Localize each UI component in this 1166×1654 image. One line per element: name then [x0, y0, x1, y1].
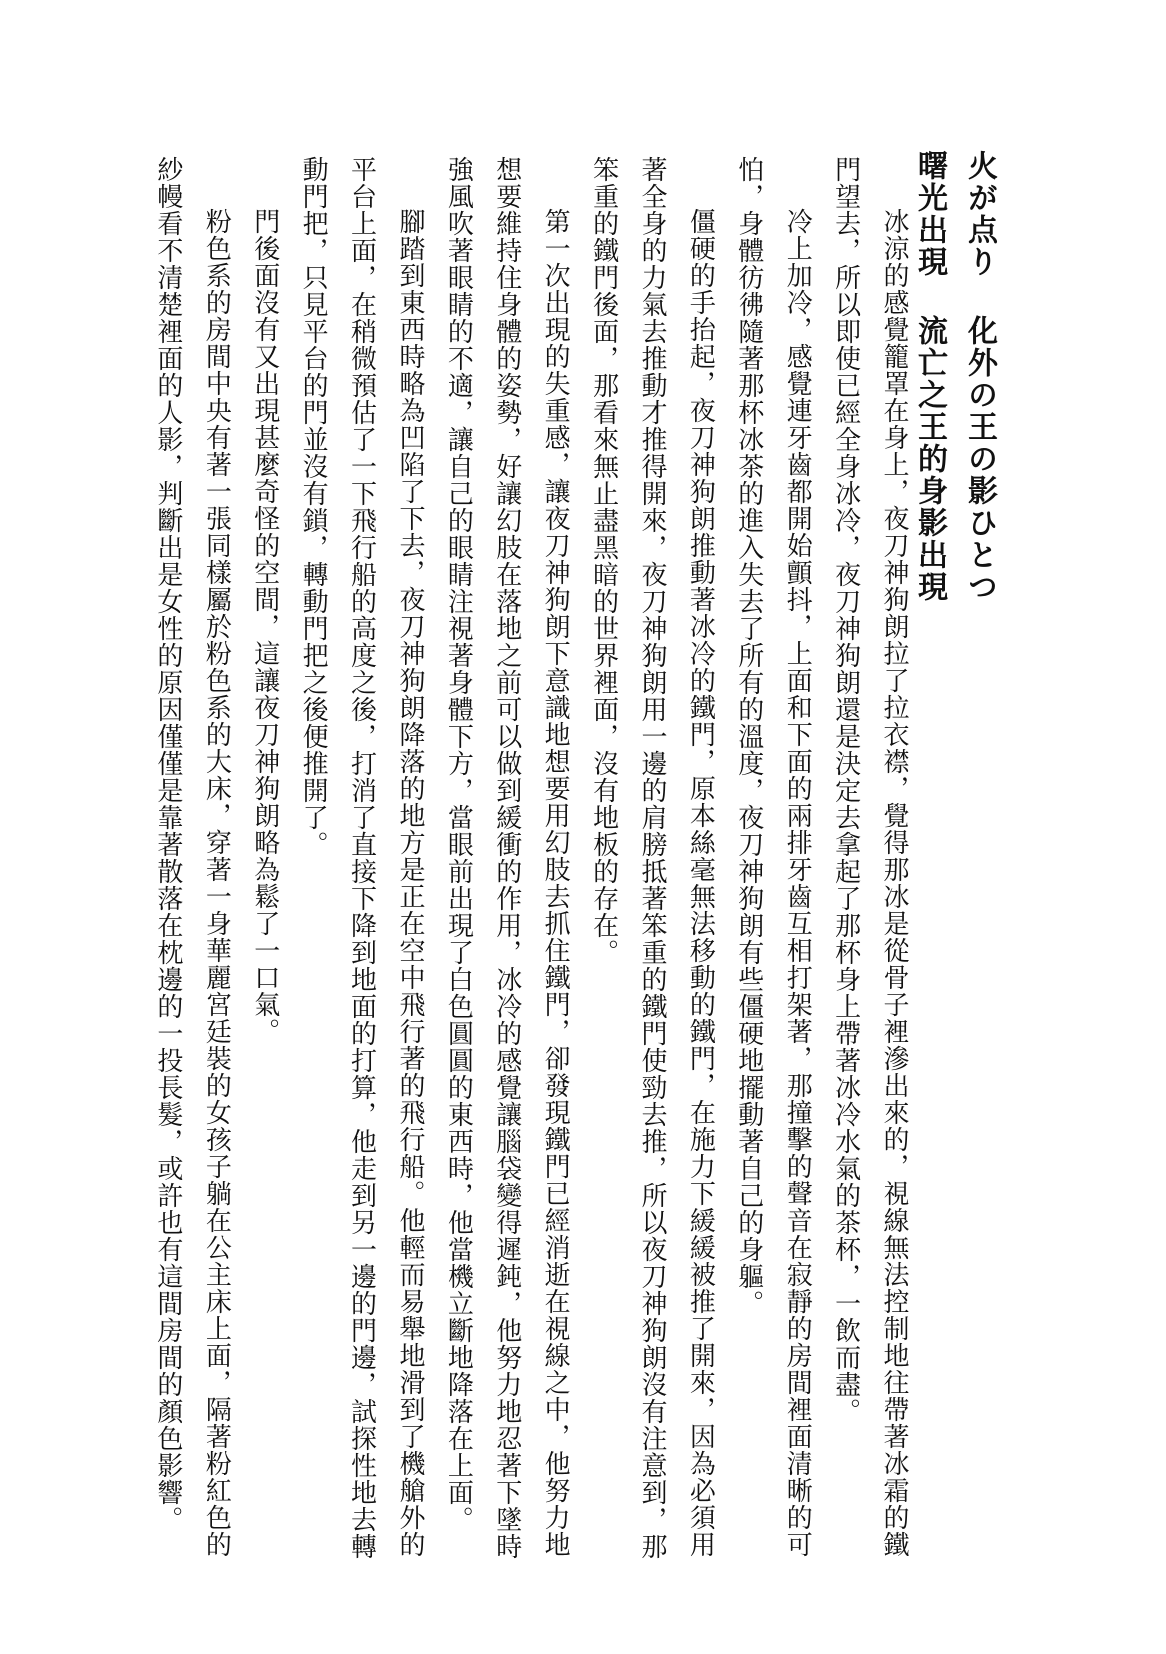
body-line: 腳踏到東西時略為凹陷了下去，夜刀神狗朗降落的地方是正在空中飛行著的飛行船。他輕而易舉地滑到了機艙外的 — [394, 208, 425, 1558]
body-line: 動門把，只見平台的門並沒有鎖，轉動門把之後便推開了。 — [298, 156, 329, 858]
body-line: 紗幔看不清楚裡面的人影，判斷出是女性的原因僅僅是靠著散落在枕邊的一投長髮，或許也有這間房間的顏色影響。 — [152, 156, 183, 1533]
body-line: 笨重的鐵門後面，那看來無止盡黑暗的世界裡面，沒有地板的存在。 — [588, 156, 619, 966]
body-line: 門後面沒有又出現甚麼奇怪的空間，這讓夜刀神狗朗略為鬆了一口氣。 — [249, 208, 280, 1045]
body-line: 平台上面，在稍微預估了一下飛行船的高度之後，打消了直接下降到地面的打算，他走到另一邊的門邊，試探性地去轉 — [346, 156, 377, 1560]
body-line: 冰涼的感覺籠罩在身上，夜刀神狗朗拉了拉衣襟，覺得那冰是從骨子裡滲出來的，視線無法控制地往帶著冰霜的鐵 — [879, 208, 909, 1558]
body-line: 著全身的力氣去推動才推得開來，夜刀神狗朗用一邊的肩膀抵著笨重的鐵門使勁去推，所以夜刀神狗朗沒有注意到，那 — [636, 156, 667, 1560]
chapter-title — [904, 150, 1004, 1570]
body-line: 強風吹著眼睛的不適，讓自己的眼睛注視著身體下方，當眼前出現了白色圓圓的東西時，他當機立斷地降落在上面。 — [443, 156, 474, 1533]
body-line: 第一次出現的失重感，讓夜刀神狗朗下意識地想要用幻肢去抓住鐵門，卻發現鐵門已經消逝在視線之中，他努力地 — [540, 208, 571, 1558]
body-text — [144, 156, 919, 1576]
chapter-title-japanese: 火が点り 化外の王の影ひとつ — [962, 150, 997, 603]
chapter-title-chinese: 曙光出現 流亡之王的身影出現 — [912, 150, 947, 603]
body-line: 門望去，所以即使已經全身冰冷，夜刀神狗朗還是決定去拿起了那杯身上帶著冰冷水氣的茶杯，一飲而盡。 — [830, 156, 861, 1425]
body-line: 粉色系的房間中央有著一張同樣屬於粉色系的大床，穿著一身華麗宮廷裝的女孩子躺在公主床上面，隔著粉紅色的 — [201, 208, 232, 1558]
body-line: 冷上加冷，感覺連牙齒都開始顫抖，上面和下面的兩排牙齒互相打架著，那撞擊的聲音在寂靜的房間裡面清晰的可 — [782, 208, 813, 1558]
body-line: 想要維持住身體的姿勢，好讓幻肢在落地之前可以做到緩衝的作用，冰冷的感覺讓腦袋變得遲鈍，他努力地忍著下墜時 — [491, 156, 522, 1560]
body-line: 僵硬的手抬起，夜刀神狗朗推動著冰冷的鐵門，原本絲毫無法移動的鐵門，在施力下緩緩被推了開來，因為必須用 — [685, 208, 716, 1558]
body-line: 怕，身體彷彿隨著那杯冰茶的進入失去了所有的溫度，夜刀神狗朗有些僵硬地擺動著自己的身軀。 — [733, 156, 764, 1317]
